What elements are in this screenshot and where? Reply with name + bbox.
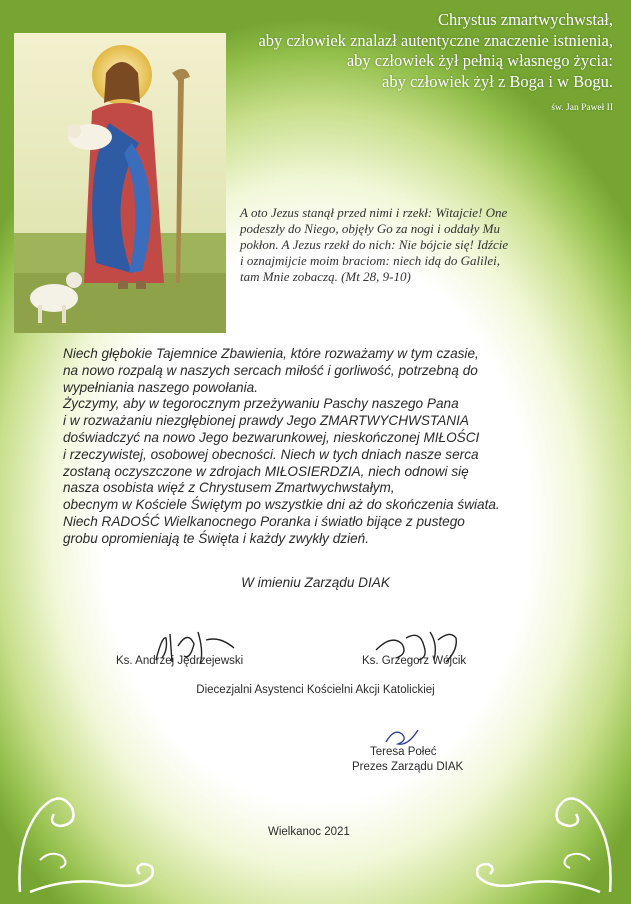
jesus-good-shepherd-illustration [14,33,226,333]
body-line: Niech głębokie Tajemnice Zbawienia, które rozważamy w tym czasie, [63,346,479,361]
left-signatory-name: Ks. Andrzej Jędrzejewski [116,655,244,667]
president-title: Prezes Zarządu DIAK [352,761,464,773]
scripture-line: podeszły do Niego, objęły Go za nogi i oddały Mu [240,221,500,236]
footer-date: Wielkanoc 2021 [268,826,350,838]
body-line: Życzymy, aby w tegorocznym przeżywaniu Paschy naszego Pana [63,396,459,412]
top-quote-line: aby człowiek żył pełnią własnego życia: [346,51,613,70]
body-line: i rzeczywistej, osobowej obecności. Niech w tych dniach nasze serca [63,446,479,462]
body-line: obecnym w Kościele Świętym po wszystkie dni aż do skończenia świata. [63,497,500,513]
scripture-line: A oto Jezus stanął przed nimi i rzekł: Witajcie! One [240,205,508,220]
body-line: nasza osobista więź z Chrystusem Zmartwychwstałym, [63,480,395,496]
body-line: doświadczyć na nowo Jego bezwarunkowej, nieskończonej MIŁOŚCI [63,429,480,445]
greeting-signoff: W imieniu Zarządu DIAK [241,575,390,590]
body-line: Niech RADOŚĆ Wielkanocnego Poranka i światło bijące z pustego [63,513,465,529]
body-line: grobu opromieniają te Święta i każdy zwykły dzień. [63,530,370,546]
top-quote [173,10,613,119]
greeting-body [63,346,578,548]
right-signatory-name: Ks. Grzegorz Wójcik [362,655,467,667]
left-ornament-icon [10,780,160,898]
scripture-line: pokłon. A Jezus rzekł do nich: Nie bójcie się! Idźcie [240,237,509,252]
top-quote-author: św. Jan Paweł II [551,103,613,113]
body-line: zostaną oczyszczone w zdrojach MIŁOSIERDZIA, niech odnowi się [63,463,469,479]
scripture-line: i oznajmijcie moim braciom: niech idą do Galilei, [240,253,500,268]
top-quote-line: aby człowiek żył z Boga i w Bogu. [382,71,613,91]
body-line: i w rozważaniu niezgłębionej prawdy Jego ZMARTWYCHWSTANIA [63,413,469,429]
scripture-quote [240,205,580,285]
top-quote-line: aby człowiek znalazł autentyczne znaczenie istnienia, [258,30,613,50]
body-line: wypełniania naszego powołania. [63,379,258,395]
president-name: Teresa Połeć [370,746,437,758]
top-quote-line: Chrystus zmartwychwstał, [437,10,613,29]
body-line: na nowo rozpalą w naszych sercach miłość i gorliwość, potrzebną do [63,362,478,378]
scripture-line: tam Mnie zobaczą. (Mt 28, 9-10) [240,269,411,284]
assistants-caption: Diecezjalni Asystenci Kościelni Akcji Katolickiej [196,684,435,696]
right-ornament-icon [470,780,620,898]
